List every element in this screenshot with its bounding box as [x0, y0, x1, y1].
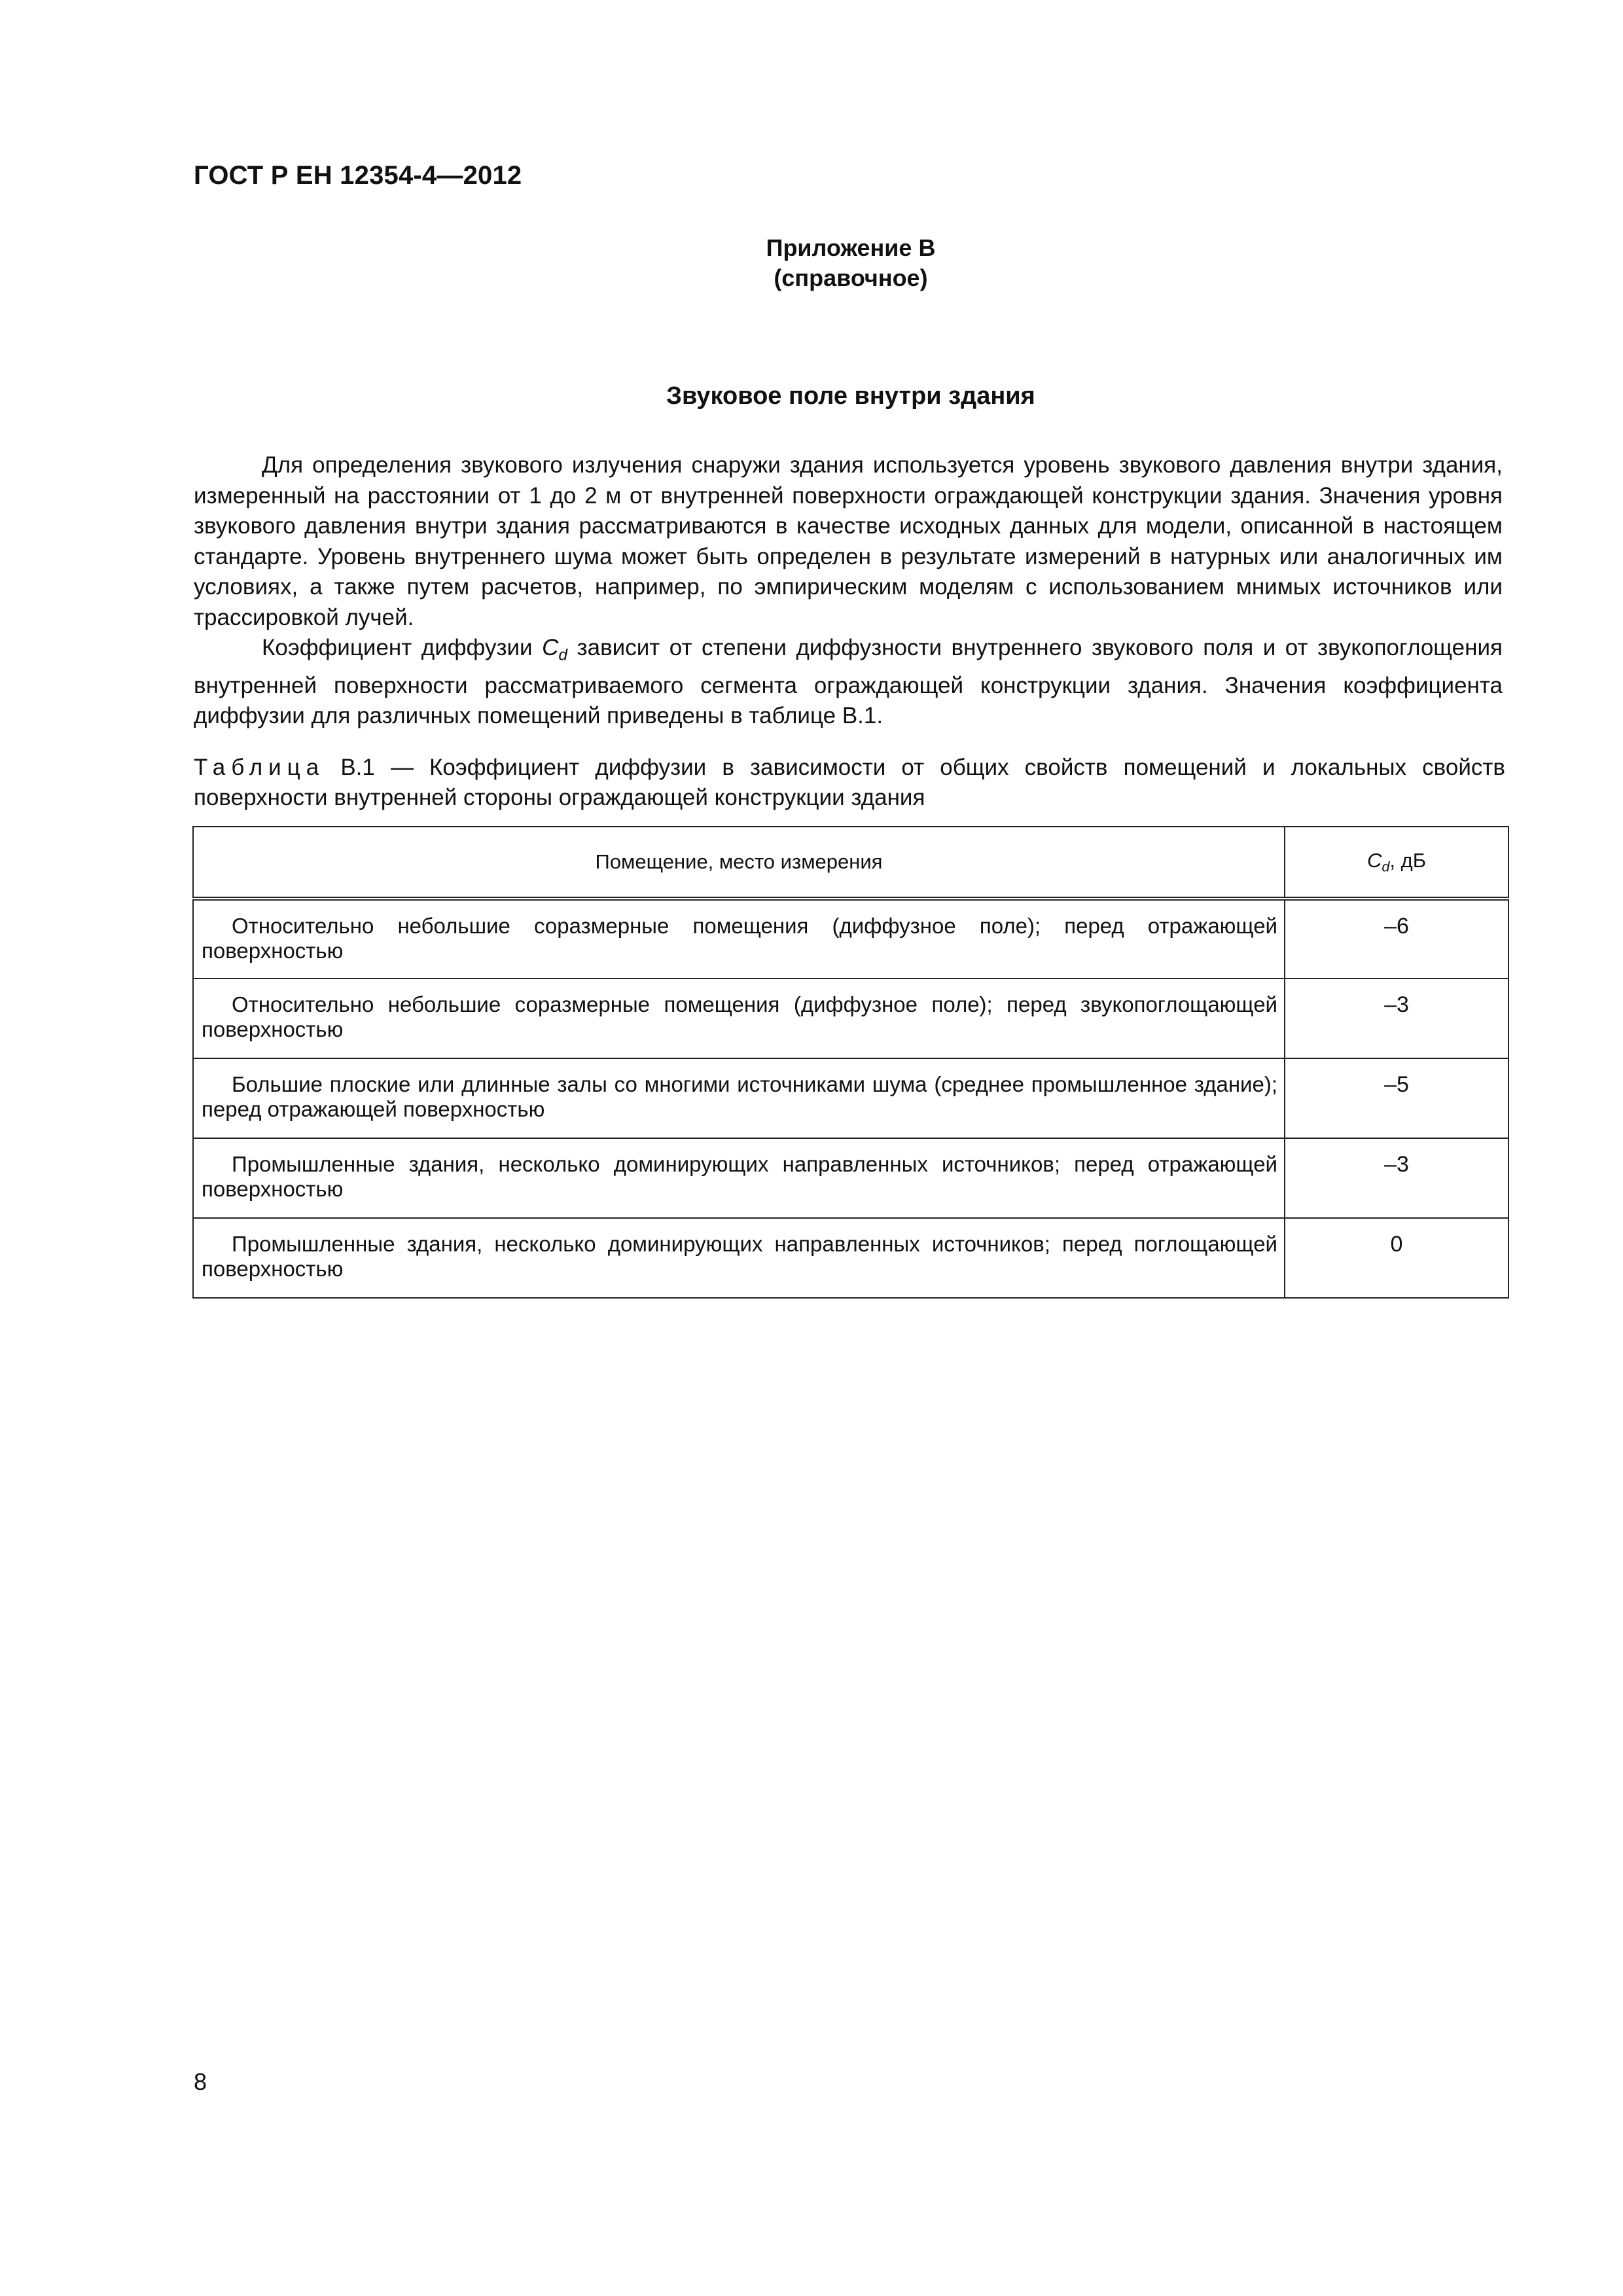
- table-cell-cd: –3: [1285, 1138, 1508, 1218]
- table-row: [193, 899, 1508, 978]
- diffusion-subscript: d: [558, 646, 568, 664]
- document-code: ГОСТ Р ЕН 12354-4—2012: [194, 161, 522, 190]
- table-caption-label: Таблица: [194, 755, 325, 780]
- diffusion-symbol: C: [542, 635, 559, 660]
- table-caption: [194, 753, 1505, 813]
- paragraph-2-end: зависит от степени диффузности внутреннего звукового поля и от звукопоглощения внутренней поверхности рассматриваемого сегмента ограждающей конструкции здания. Значения коэффициента диффузии для различных помещений приведены в таблице В.1.: [194, 635, 1503, 729]
- appendix-heading: [194, 233, 1508, 293]
- table-cell-room: [193, 899, 1285, 978]
- table-row: [193, 978, 1508, 1058]
- appendix-type: (справочное): [774, 264, 928, 291]
- room-description: Относительно небольшие соразмерные помещения (диффузное поле); перед отражающей поверхностью: [202, 914, 1277, 963]
- cd-unit: , дБ: [1389, 848, 1427, 872]
- table-cell-cd: –5: [1285, 1058, 1508, 1138]
- table-cell-room: [193, 978, 1285, 1058]
- table-row: [193, 1218, 1508, 1298]
- body-text: [194, 450, 1503, 732]
- cd-subscript: d: [1382, 858, 1390, 875]
- appendix-title: Приложение В: [766, 234, 936, 261]
- column-header-cd: [1285, 827, 1508, 899]
- paragraph-1: Для определения звукового излучения снаружи здания используется уровень звукового давления внутри здания, измеренный на расстоянии от 1 до 2 м от внутренней поверхности ограждающей конструкции здания. Значения уровня звукового давления внутри здания рассматриваются в качестве исходных данных для модели, описанной в настоящем стандарте. Уровень внутреннего шума может быть определен в результате измерений в натурных или аналогичных им условиях, а также путем расчетов, например, по эмпирическим моделям с использованием мнимых источников или трассировкой лучей.: [194, 452, 1503, 630]
- section-title: Звуковое поле внутри здания: [666, 382, 1035, 410]
- table-row: [193, 1138, 1508, 1218]
- diffusion-table: [192, 826, 1509, 1299]
- cd-symbol: C: [1366, 848, 1382, 872]
- room-description: Большие плоские или длинные залы со многими источниками шума (среднее промышленное здание); перед отражающей поверхностью: [202, 1072, 1277, 1121]
- table-header-row: [193, 827, 1508, 899]
- table-row: [193, 1058, 1508, 1138]
- table-cell-cd: –6: [1285, 899, 1508, 978]
- room-description: Промышленные здания, несколько доминирующих направленных источников; перед отражающей поверхностью: [202, 1152, 1277, 1201]
- room-description: Относительно небольшие соразмерные помещения (диффузное поле); перед звукопоглощающей поверхностью: [202, 992, 1277, 1041]
- table-cell-cd: 0: [1285, 1218, 1508, 1298]
- table-cell-cd: –3: [1285, 978, 1508, 1058]
- room-description: Промышленные здания, несколько доминирующих направленных источников; перед поглощающей поверхностью: [202, 1232, 1277, 1281]
- paragraph-2-start: Коэффициент диффузии: [262, 635, 543, 660]
- column-header-room: Помещение, место измерения: [193, 827, 1285, 899]
- table-cell-room: [193, 1058, 1285, 1138]
- table-cell-room: [193, 1218, 1285, 1298]
- page-number: 8: [194, 2068, 207, 2095]
- table-cell-room: [193, 1138, 1285, 1218]
- table-caption-text: В.1 — Коэффициент диффузии в зависимости от общих свойств помещений и локальных свойств поверхности внутренней стороны ограждающей конструкции здания: [194, 755, 1505, 810]
- paragraph-2: [194, 633, 1503, 732]
